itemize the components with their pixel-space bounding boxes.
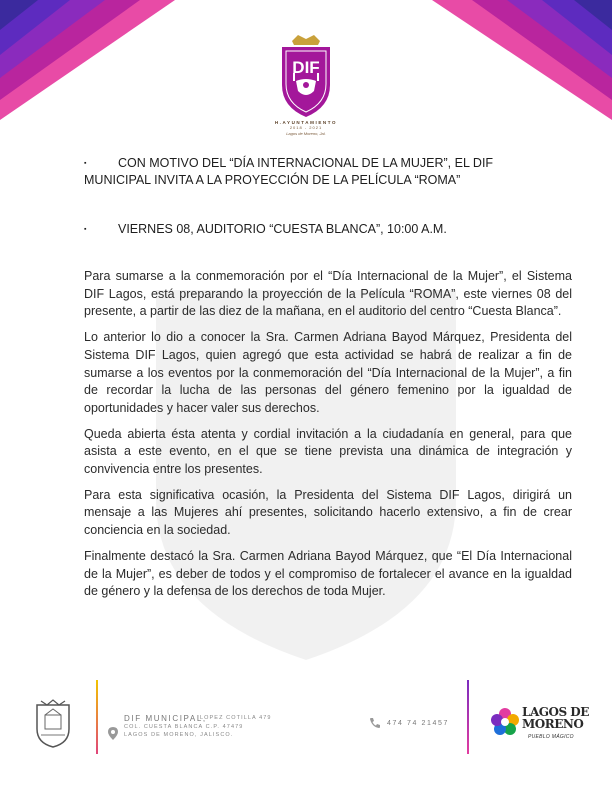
paragraph: Para esta significativa ocasión, la Presidenta del Sistema DIF Lagos, dirigirá un mensaje a las Mujeres ahí presentes, solicitando hacerlo extensivo, a fin de crear conciencia en la sociedad.: [84, 487, 572, 538]
bullet-marker: ▪: [84, 226, 87, 233]
logo-years-text: 2018 - 2021: [289, 125, 323, 130]
lagos-brand-name: [522, 706, 589, 730]
footer-divider: [467, 680, 469, 754]
footer-org-name: DIF MUNICIPAL,: [124, 714, 207, 723]
lagos-brand-line2: MORENO: [522, 717, 584, 731]
paragraph: Queda abierta ésta atenta y cordial invitación a la ciudadanía en general, para que asista a este evento, en el que se tiene prevista una dinámica de integración y convivencia entre los presentes.: [84, 426, 572, 477]
logo-city-text: Lagos de Moreno, Jal.: [286, 131, 326, 136]
bullet-event-schedule: [84, 221, 554, 238]
corner-decoration-left: [0, 0, 175, 120]
footer-address-colony: COL. CUESTA BLANCA C.P. 47479: [124, 724, 244, 730]
footer-phone: 474 74 21457: [387, 720, 450, 727]
footer-divider: [96, 680, 98, 754]
corner-decoration-right: [432, 0, 612, 120]
svg-text:DIF: DIF: [292, 58, 320, 77]
footer-address-street: LOPEZ COTILLA 479: [200, 715, 272, 721]
logo-ayuntamiento-text: H.AYUNTAMIENTO: [274, 120, 338, 125]
press-release-body: [84, 268, 572, 609]
lagos-brand-subtitle: PUEBLO MÁGICO: [528, 734, 574, 740]
dif-logo: [246, 33, 366, 136]
lagos-coat-of-arms-icon: [33, 699, 73, 749]
bullet-text: CON MOTIVO DEL “DÍA INTERNACIONAL DE LA MUJER”, EL DIF MUNICIPAL INVITA A LA PROYECCIÓN DE LA PELÍCULA “ROMA”: [84, 156, 494, 187]
footer-address-city: LAGOS DE MORENO, JALISCO.: [124, 732, 234, 738]
lagos-brand-line1: LAGOS DE: [522, 705, 589, 719]
lagos-flower-logo-icon: [490, 707, 520, 737]
paragraph: Para sumarse a la conmemoración por el “Día Internacional de la Mujer”, el Sistema DIF Lagos, está preparando la proyección de la Película “ROMA”, este viernes 08 del presente, a partir de las diez de la mañana, en el auditorio del centro “Cuesta Blanca”.: [84, 269, 572, 319]
page-footer: [0, 680, 612, 792]
phone-icon: [369, 717, 381, 729]
paragraph: Lo anterior lo dio a conocer la Sra. Carmen Adriana Bayod Márquez, Presidenta del Sistema DIF Lagos, quien agregó que esta actividad se habrá de realizar a fin de sumarse a los eventos por la conmemoración del “Día Internacional de la Mujer”, a fin de recordar la lucha de las personas del género femenino por la igualdad de oportunidades y hacer valer sus derechos.: [84, 330, 572, 415]
dif-shield-icon: [278, 33, 334, 119]
bullet-text: VIERNES 08, AUDITORIO “CUESTA BLANCA”, 10:00 A.M.: [118, 222, 447, 236]
bullet-event-announcement: [84, 155, 554, 189]
bullet-marker: ▪: [84, 160, 87, 167]
paragraph: Finalmente destacó la Sra. Carmen Adriana Bayod Márquez, que “El Día Internacional de la Mujer”, es deber de todos y el compromiso de fortalecer el avance en la igualdad de género y la defensa de los derechos de toda Mujer.: [84, 548, 572, 599]
location-pin-icon: [108, 727, 118, 740]
